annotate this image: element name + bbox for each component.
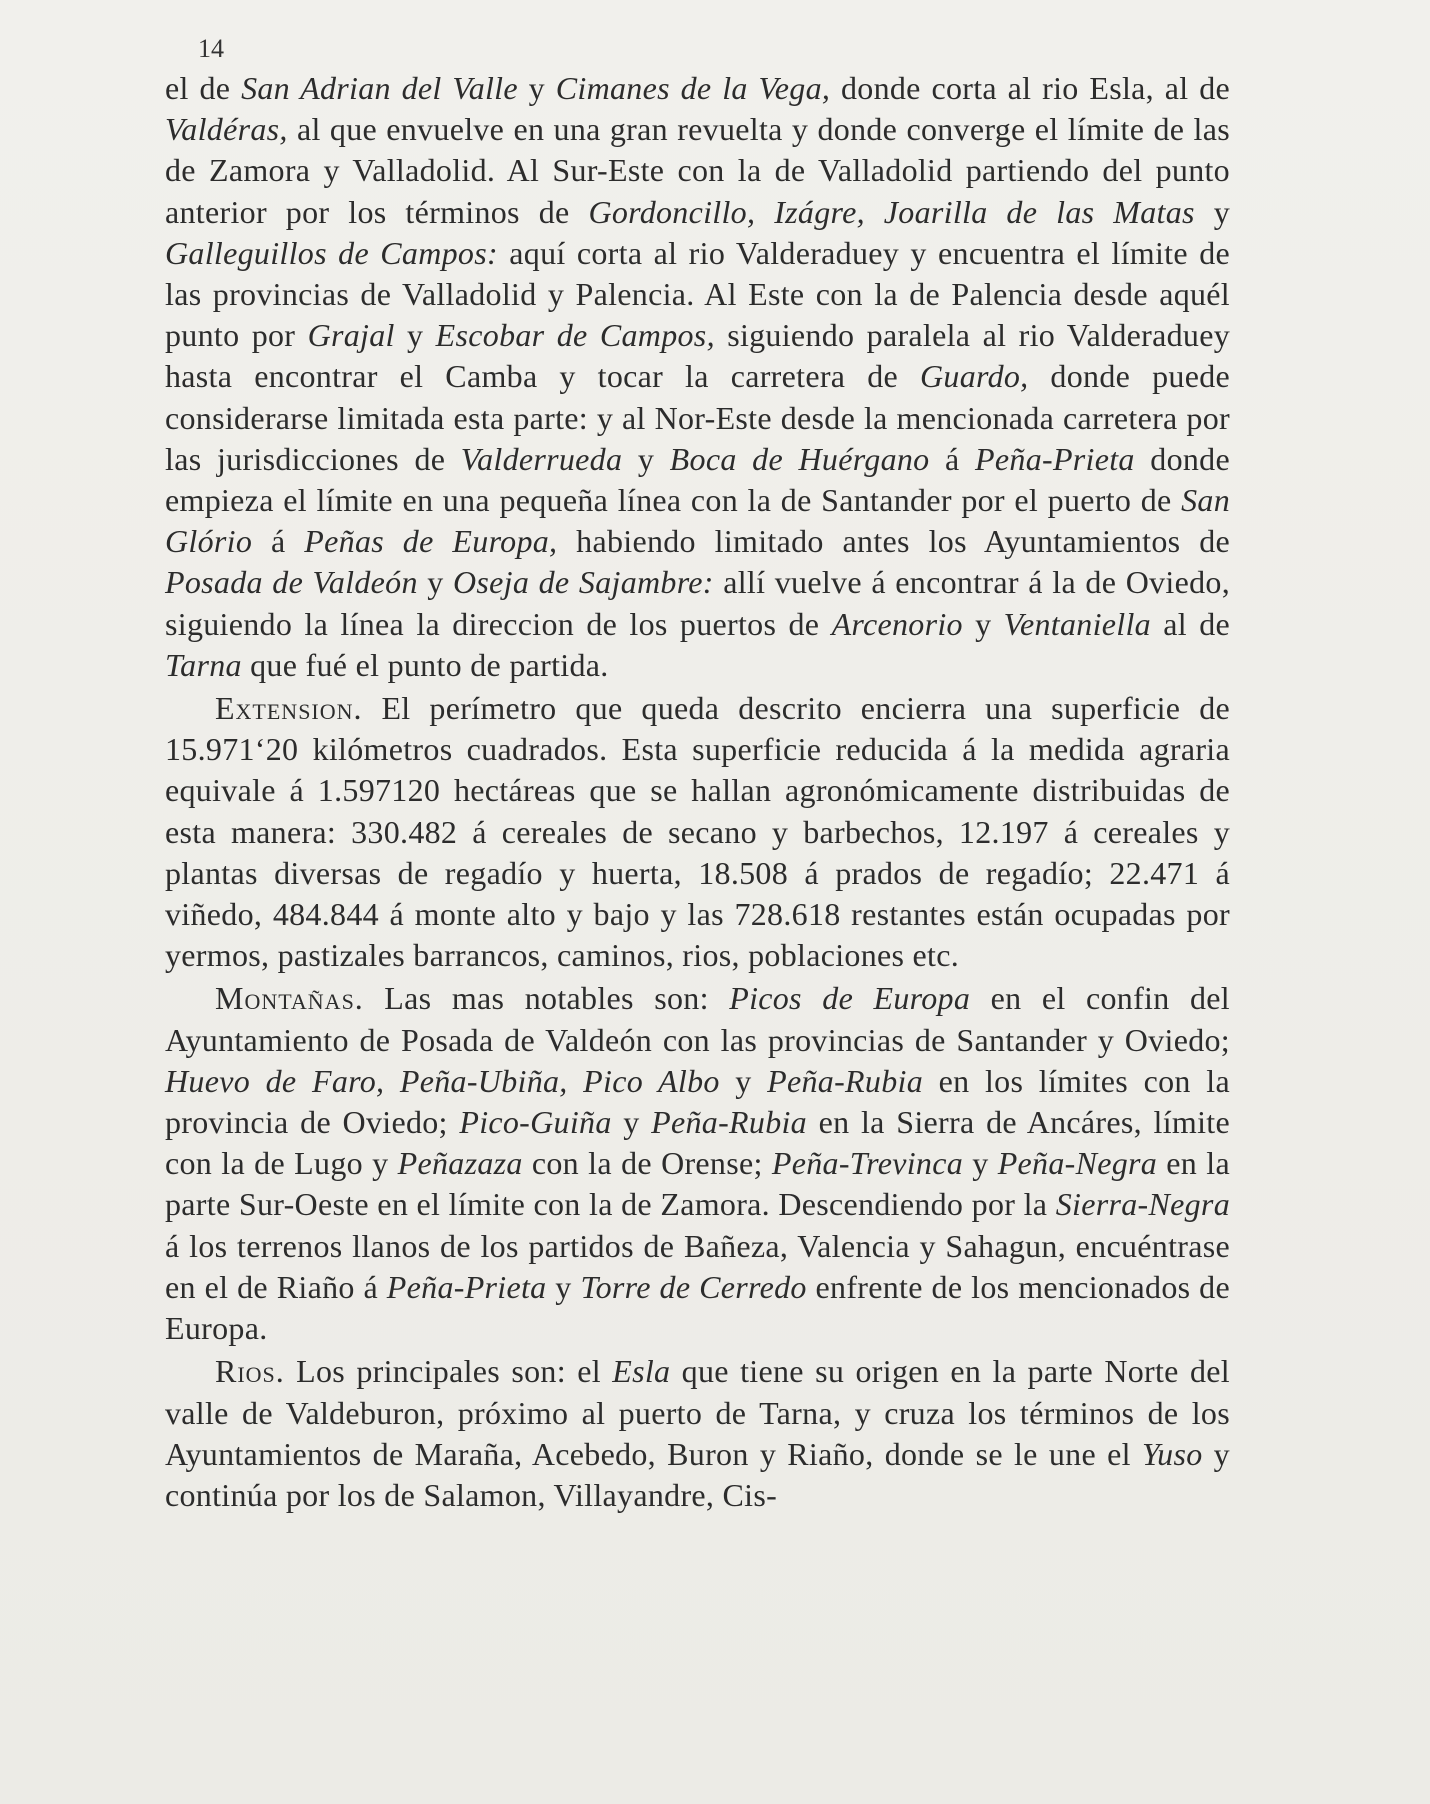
text-run: Los principales son: el: [284, 1353, 613, 1390]
italic-place-name: Sierra-Negra: [1055, 1186, 1230, 1223]
paragraph-boundaries: [165, 68, 1230, 686]
italic-place-name: Peña-Rubia: [651, 1104, 807, 1141]
paragraph-rios: [165, 1351, 1230, 1516]
italic-place-name: Peña-Rubia: [767, 1062, 923, 1099]
text-run: al que envuelve en una gran revuelta y donde converge el límite de las de Zamora y Valladolid. Al Sur-Este con la de Valladolid partiendo del punto anterior por los términos de: [165, 111, 1230, 230]
italic-place-name: Gordoncillo, Izágre, Joarilla de las Matas: [588, 193, 1195, 230]
text-run: á: [252, 523, 305, 560]
italic-place-name: Escobar de Campos,: [435, 317, 715, 354]
italic-place-name: Peñazaza: [397, 1145, 523, 1182]
text-run: el de: [165, 70, 242, 106]
text-run: siguiendo paralela al rio Valderaduey hasta encontrar el Camba y tocar la carretera de: [165, 317, 1231, 395]
text-run: y: [963, 1145, 998, 1182]
italic-place-name: Grajal: [307, 317, 395, 354]
italic-place-name: San Glório: [165, 482, 1230, 560]
italic-place-name: Cimanes de la Vega,: [555, 70, 831, 106]
section-heading: Extension.: [215, 690, 363, 727]
text-run: en el confin del Ayuntamiento de Posada de Valdeón con las provincias de Santander y Oviedo;: [165, 980, 1230, 1058]
text-run: al de: [1150, 605, 1230, 642]
section-heading: Rios.: [215, 1353, 285, 1390]
text-run: donde empieza el límite en una pequeña línea con la de Santander por el puerto de: [165, 440, 1230, 519]
italic-place-name: Picos de Europa: [729, 980, 971, 1017]
text-run: y: [622, 440, 670, 477]
italic-place-name: Esla: [612, 1353, 671, 1390]
italic-place-name: Peña-Prieta: [386, 1268, 547, 1305]
text-run: donde corta al rio Esla, al de: [830, 70, 1231, 106]
italic-place-name: Valderrueda: [460, 440, 623, 477]
italic-place-name: Oseja de Sajambre:: [453, 564, 714, 601]
italic-place-name: Peñas de Europa,: [304, 523, 558, 560]
italic-place-name: Galleguillos de Campos:: [165, 234, 498, 271]
page-number: 14: [198, 34, 224, 63]
text-run: donde puede considerarse limitada esta parte: y al Nor-Este desde la mencionada carretera por las jurisdicciones de: [165, 358, 1230, 477]
text-run: y: [417, 564, 453, 601]
text-run: á los terrenos llanos de los partidos de Bañeza, Valencia y Sahagun, encuéntrase en el de Riaño á: [165, 1227, 1230, 1305]
section-heading: Montañas.: [215, 980, 364, 1017]
text-run: en la Sierra de Ancáres, límite con la de Lugo y: [165, 1104, 1230, 1182]
italic-place-name: Boca de Huérgano: [669, 440, 930, 477]
text-run: y: [719, 1062, 768, 1099]
italic-place-name: San Adrian del Valle: [241, 70, 518, 106]
italic-place-name: Pico-Guiña: [459, 1104, 612, 1141]
paragraph-extension: [165, 688, 1230, 976]
text-run: y: [546, 1268, 581, 1305]
italic-place-name: Ventaniella: [1003, 605, 1151, 642]
italic-place-name: Valdéras,: [165, 111, 288, 148]
text-run: y: [962, 605, 1004, 642]
text-run: y: [611, 1104, 652, 1141]
italic-place-name: Huevo de Faro, Peña-Ubiña, Pico Albo: [165, 1062, 720, 1099]
text-run: habiendo limitado antes los Ayuntamientos de: [557, 523, 1230, 560]
body-text: [165, 68, 1230, 1518]
italic-place-name: Arcenorio: [831, 605, 963, 642]
text-run: y: [1194, 193, 1230, 230]
text-run: en los límites con la provincia de Oviedo;: [165, 1062, 1230, 1141]
italic-place-name: Guardo,: [920, 358, 1029, 395]
text-run: con la de Orense;: [522, 1145, 772, 1182]
text-run: enfrente de los mencionados de Europa.: [165, 1268, 1230, 1347]
text-run: allí vuelve á encontrar á la de Oviedo, siguiendo la línea la direccion de los puertos de: [165, 564, 1230, 642]
italic-place-name: Posada de Valdeón: [165, 564, 418, 601]
text-run: Las mas notables son:: [363, 980, 730, 1017]
text-run: á: [929, 440, 976, 477]
text-run: aquí corta al rio Valderaduey y encuentra el límite de las provincias de Valladolid y Palencia. Al Este con la de Palencia desde aquél punto por: [165, 234, 1231, 354]
text-run: y: [394, 317, 436, 354]
text-run: en la parte Sur-Oeste en el límite con la de Zamora. Descendiendo por la: [165, 1145, 1230, 1223]
italic-place-name: Tarna: [165, 646, 242, 683]
paragraph-montanas: [165, 978, 1230, 1349]
italic-place-name: Yuso: [1142, 1435, 1203, 1472]
italic-place-name: Peña-Prieta: [975, 440, 1135, 477]
text-run: y: [517, 70, 556, 106]
text-run: El perímetro que queda descrito encierra una superficie de 15.971‘20 kilómetros cuadrados. Esta superficie reducida á la medida agraria equivale á 1.597120 hectáreas que se hallan agronómicamente distribuidas de esta manera: 330.482 á cereales de secano y barbechos, 12.197 á cereales y plantas diversas de regadío y huerta, 18.508 á prados de regadío; 22.471 á viñedo, 484.844 á monte alto y bajo y las 728.618 restantes están ocupadas por yermos, pastizales barrancos, caminos, rios, poblaciones etc.: [165, 690, 1230, 974]
italic-place-name: Peña-Trevinca: [771, 1145, 963, 1182]
text-run: que tiene su origen en la parte Norte del valle de Valdeburon, próximo al puerto de Tarna, y cruza los términos de los Ayuntamientos de Maraña, Acebedo, Buron y Riaño, donde se le une el: [165, 1353, 1230, 1472]
italic-place-name: Torre de Cerredo: [580, 1268, 807, 1305]
text-run: y continúa por los de Salamon, Villayandre, Cis-: [165, 1435, 1230, 1513]
text-run: que fué el punto de partida.: [241, 646, 609, 683]
italic-place-name: Peña-Negra: [997, 1145, 1158, 1182]
